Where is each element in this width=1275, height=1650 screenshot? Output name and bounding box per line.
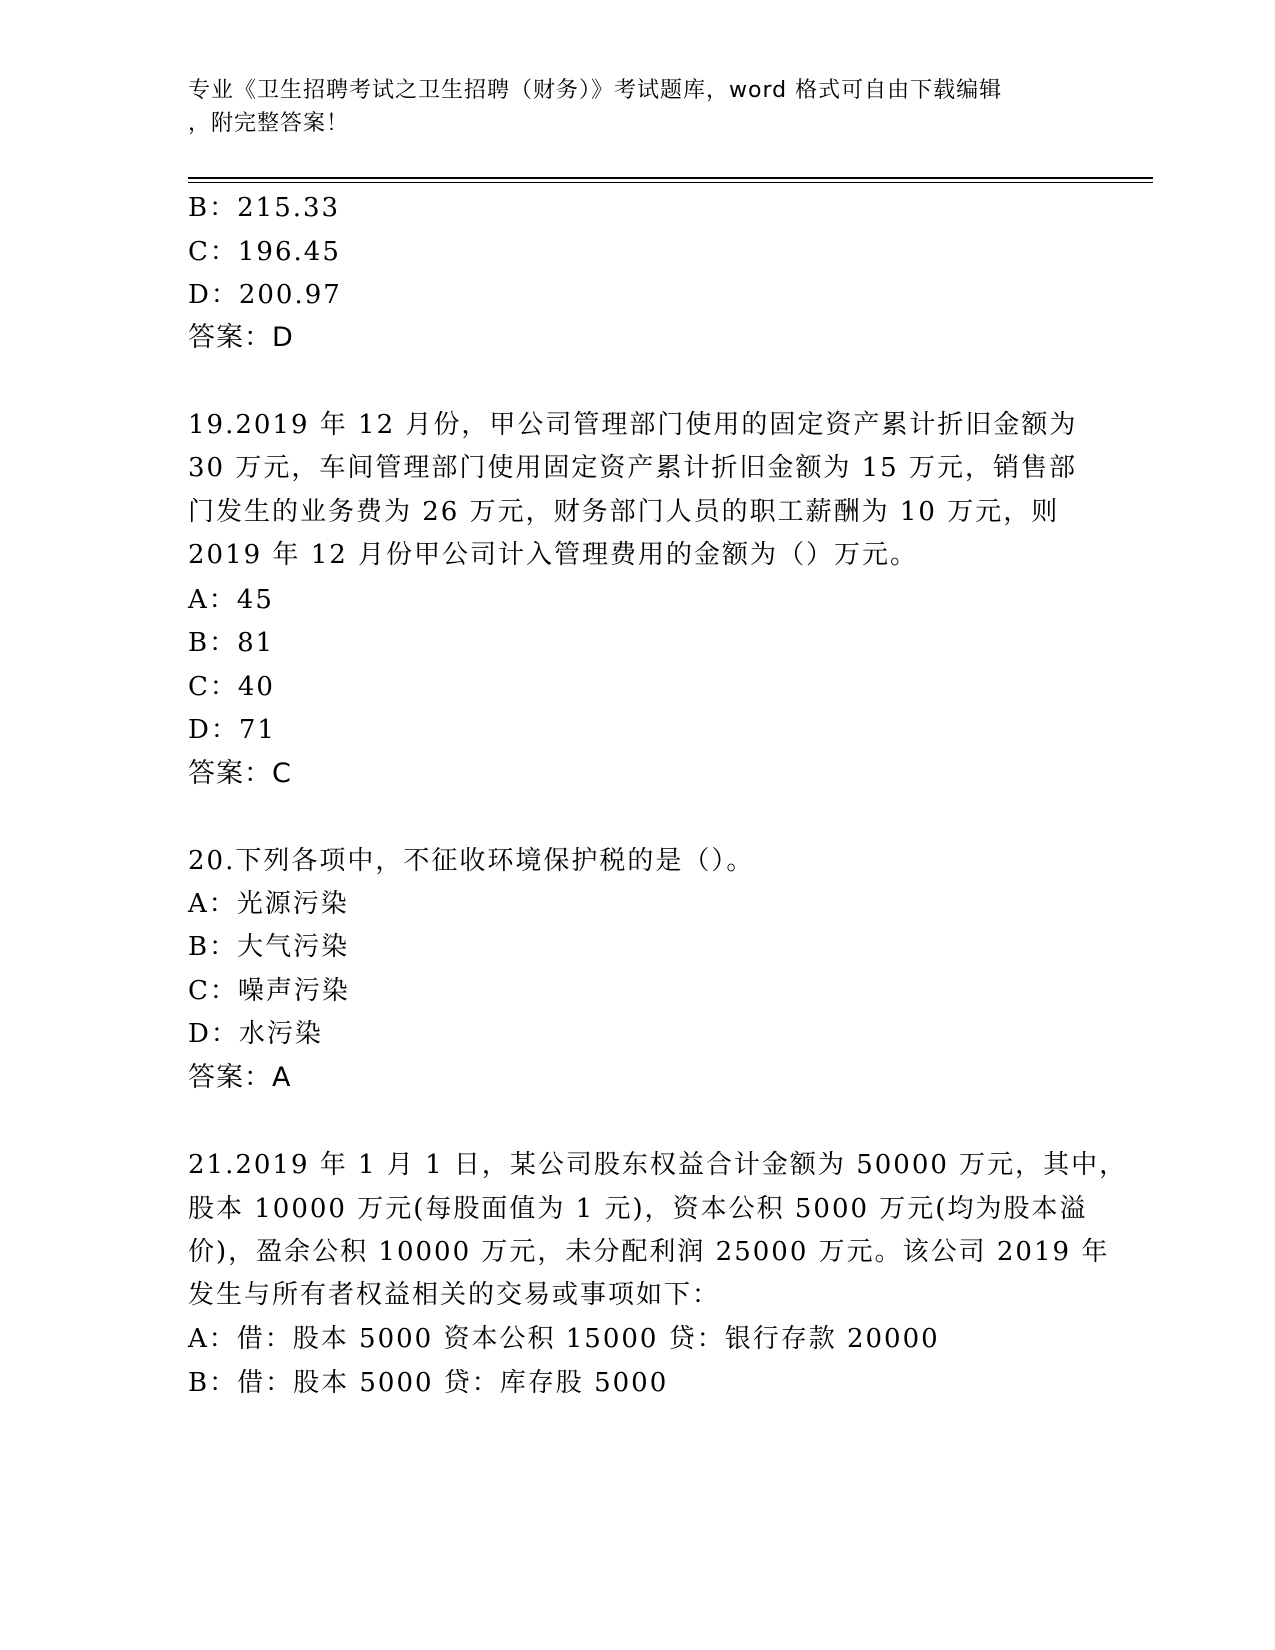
q20-option-b: B：大气污染 — [188, 932, 350, 962]
header-divider-thin — [188, 182, 1153, 183]
q18-option-d: D：200.97 — [188, 280, 342, 310]
q20-stem: 20.下列各项中，不征收环境保护税的是（）。 — [188, 846, 755, 876]
q20-option-d: D：水污染 — [188, 1019, 323, 1049]
q19-stem-line-3: 门发生的业务费为 26 万元，财务部门人员的职工薪酬为 10 万元，则 — [188, 497, 1060, 527]
header-divider-thick — [188, 177, 1153, 179]
q21-option-a: A：借：股本 5000 资本公积 15000 贷：银行存款 20000 — [188, 1324, 940, 1354]
q19-stem-line-1: 19.2019 年 12 月份，甲公司管理部门使用的固定资产累计折旧金额为 — [188, 410, 1078, 440]
q19-option-c: C：40 — [188, 672, 275, 702]
q19-stem-line-4: 2019 年 12 月份甲公司计入管理费用的金额为（）万元。 — [188, 540, 919, 570]
document-header — [188, 74, 1068, 140]
q21-stem-line-4: 发生与所有者权益相关的交易或事项如下： — [188, 1280, 721, 1310]
q21-option-b: B：借：股本 5000 贷：库存股 5000 — [188, 1368, 669, 1398]
q21-stem-line-2: 股本 10000 万元(每股面值为 1 元)，资本公积 5000 万元(均为股本溢 — [188, 1194, 1088, 1224]
q19-stem-line-2: 30 万元，车间管理部门使用固定资产累计折旧金额为 15 万元，销售部 — [188, 453, 1077, 483]
header-line-2: ，附完整答案！ — [188, 111, 350, 136]
q20-option-a: A：光源污染 — [188, 889, 349, 919]
q19-option-a: A：45 — [188, 585, 274, 615]
q18-option-b: B：215.33 — [188, 193, 341, 223]
q21-stem-line-3: 价)，盈余公积 10000 万元，未分配利润 25000 万元。该公司 2019 年 — [188, 1237, 1110, 1267]
q19-option-d: D：71 — [188, 715, 276, 745]
q19-answer: 答案：C — [188, 758, 292, 789]
q19-option-b: B：81 — [188, 628, 275, 658]
q20-option-c: C：噪声污染 — [188, 976, 350, 1006]
header-line-1: 专业《卫生招聘考试之卫生招聘（财务）》考试题库，word 格式可自由下载编辑 — [188, 78, 1003, 103]
q20-answer: 答案：A — [188, 1062, 292, 1093]
q21-stem-line-1: 21.2019 年 1 月 1 日，某公司股东权益合计金额为 50000 万元，其中， — [188, 1150, 1128, 1180]
q18-option-c: C：196.45 — [188, 237, 341, 267]
q18-answer: 答案：D — [188, 322, 294, 353]
